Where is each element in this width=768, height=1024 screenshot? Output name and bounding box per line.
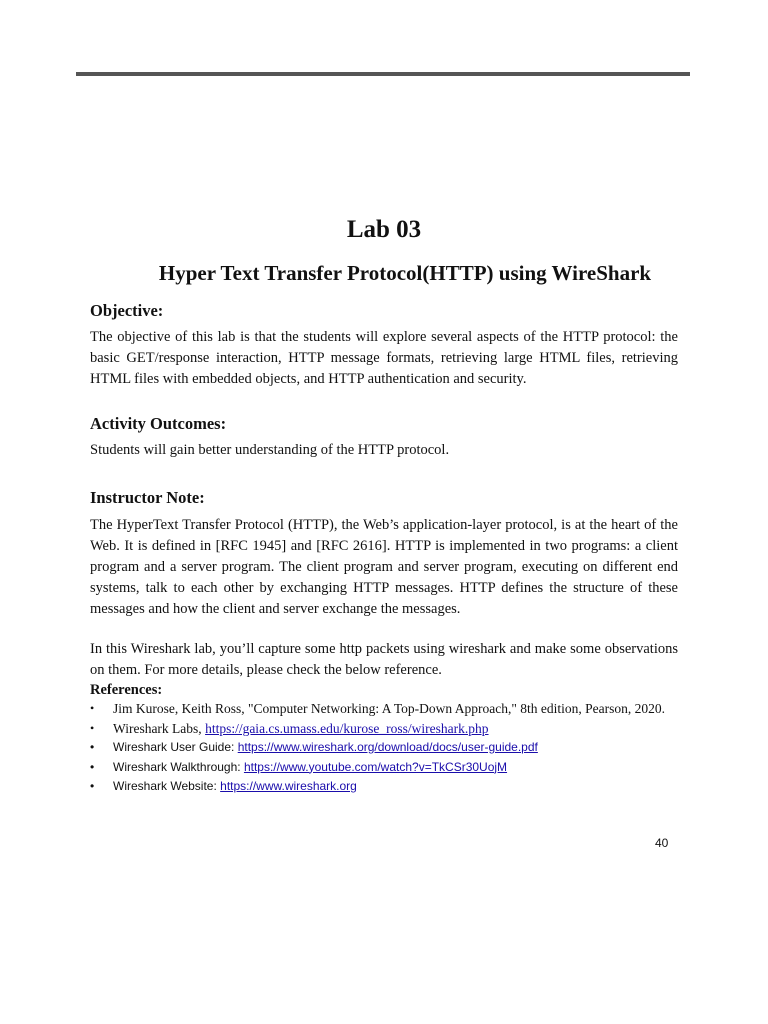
instructor-note-section [90,486,678,681]
activity-outcomes-heading: Activity Outcomes: [90,414,227,433]
instructor-note-paragraph-1: The HyperText Transfer Protocol (HTTP), the Web’s application-layer protocol, is at the heart of the Web. It is defined in [RFC 1945] and [RFC 2616]. HTTP is implemented in two programs: a client program and a server program. The client program and server program, executing on different end systems, talk to each other by exchanging HTTP messages. HTTP defines the structure of these messages and how the client and server exchange the messages. [90,517,678,617]
reference-item [90,738,678,758]
bullet-icon: • [90,720,95,735]
instructor-note-heading: Instructor Note: [90,488,205,507]
page-number: 40 [655,836,669,850]
reference-item [90,758,678,778]
reference-text: Wireshark Website: [113,779,221,793]
references-section [90,681,678,797]
reference-item [90,777,678,797]
reference-item [90,719,678,739]
content-body [90,299,678,797]
reference-text: Wireshark Labs, [113,720,206,736]
reference-text: Wireshark Walkthrough: [113,759,244,774]
activity-outcomes-text: Students will gain better understanding of the HTTP protocol. [90,442,450,458]
bullet-icon: • [90,740,95,754]
reference-item [90,699,678,719]
top-rule [76,72,690,76]
objective-text: The objective of this lab is that the students will explore several aspects of the HTTP protocol: the basic GET/response interaction, HTTP message formats, retrieving large HTML files, retrieving HTML files with embedded objects, and HTTP authentication and security. [90,329,678,387]
reference-text: Wireshark User Guide: [113,740,238,754]
reference-link-website[interactable]: https://www.wireshark.org [220,779,357,793]
objective-section [90,299,678,390]
instructor-note-paragraph-2: In this Wireshark lab, you’ll capture some http packets using wireshark and make some observations on them. For more details, please check the below reference. [90,641,678,678]
lab-title: Lab 03 [346,216,422,243]
reference-link-user-guide[interactable]: https://www.wireshark.org/download/docs/user-guide.pdf [237,740,538,754]
bullet-icon: • [90,701,95,715]
reference-link-walkthrough[interactable]: https://www.youtube.com/watch?v=TkCSr30UojM [243,759,508,774]
reference-link-wireshark-labs[interactable]: https://gaia.cs.umass.edu/kurose_ross/wireshark.php [205,720,489,736]
objective-heading: Objective: [90,301,164,320]
references-list [90,699,678,797]
activity-outcomes-section [90,412,678,461]
lab-subtitle: Hyper Text Transfer Protocol(HTTP) using WireShark [158,261,652,285]
bullet-icon: • [90,779,95,793]
reference-text: Jim Kurose, Keith Ross, "Computer Networking: A Top-Down Approach," 8th edition, Pearson, 2020. [113,701,666,716]
bullet-icon: • [90,759,95,774]
references-heading: References: [90,682,163,698]
